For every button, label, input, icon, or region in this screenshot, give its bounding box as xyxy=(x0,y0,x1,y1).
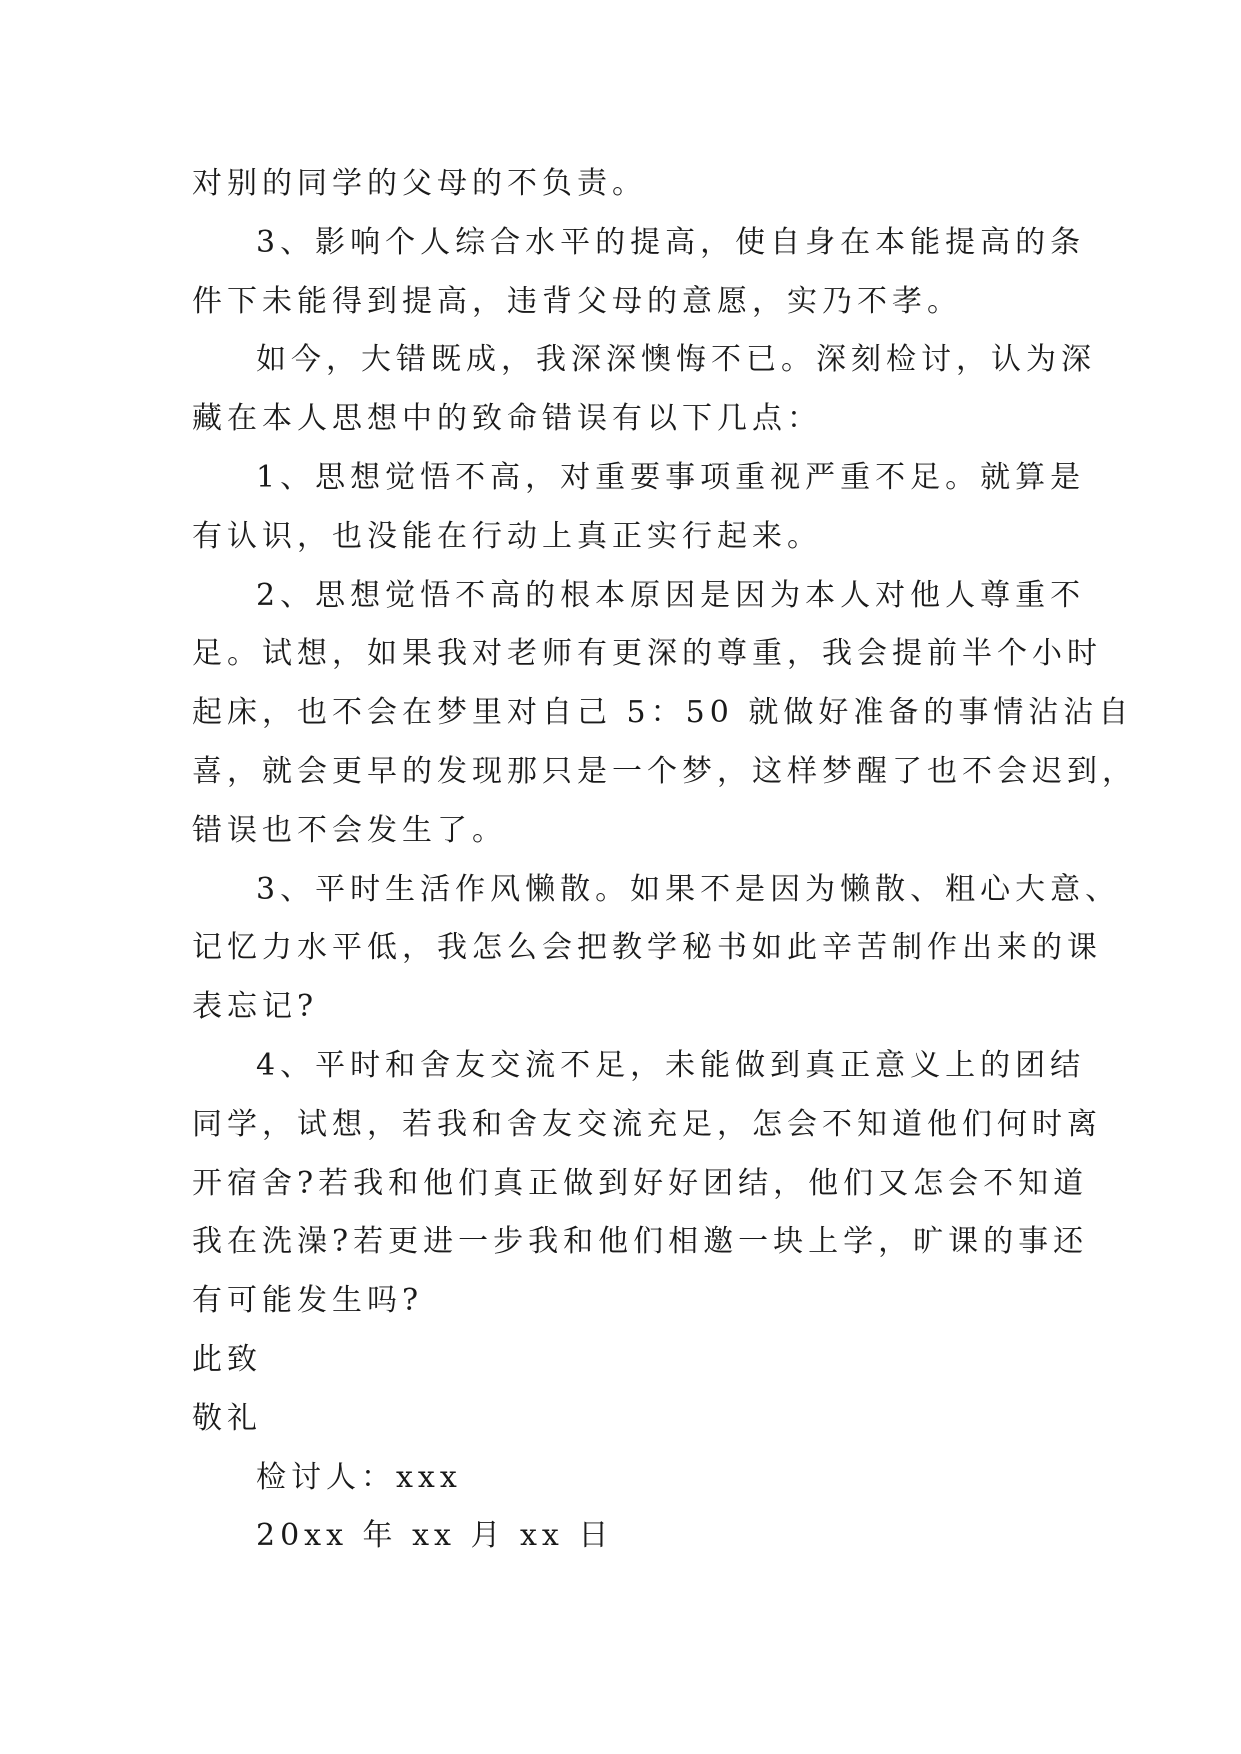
closing-salutation: 此致 xyxy=(192,1341,262,1377)
text-line: 开宿舍?若我和他们真正做到好好团结，他们又怎会不知道 xyxy=(192,1165,1089,1201)
text-line: 起床，也不会在梦里对自己 5：50 就做好准备的事情沾沾自 xyxy=(192,695,1134,731)
text-line: 3、平时生活作风懒散。如果不是因为懒散、粗心大意、 xyxy=(256,871,1121,907)
text-line: 同学，试想，若我和舍友交流充足，怎会不知道他们何时离 xyxy=(192,1106,1102,1142)
text-line: 有可能发生吗? xyxy=(192,1283,424,1319)
text-line: 喜，就会更早的发现那只是一个梦，这样梦醒了也不会迟到， xyxy=(192,753,1137,789)
text-line: 我在洗澡?若更进一步我和他们相邀一块上学，旷课的事还 xyxy=(192,1224,1089,1260)
document-body xyxy=(192,155,1137,1566)
closing-regards: 敬礼 xyxy=(192,1400,262,1436)
text-line: 件下未能得到提高，违背父母的意愿，实乃不孝。 xyxy=(192,283,962,319)
text-line: 3、影响个人综合水平的提高，使自身在本能提高的条 xyxy=(256,224,1086,260)
text-line: 2、思想觉悟不高的根本原因是因为本人对他人尊重不 xyxy=(256,577,1086,613)
text-line: 1、思想觉悟不高，对重要事项重视严重不足。就算是 xyxy=(256,459,1086,495)
text-line: 藏在本人思想中的致命错误有以下几点： xyxy=(192,401,822,437)
text-line: 对别的同学的父母的不负责。 xyxy=(192,166,647,201)
text-line: 错误也不会发生了。 xyxy=(192,812,507,848)
text-line: 记忆力水平低，我怎么会把教学秘书如此辛苦制作出来的课 xyxy=(192,930,1102,966)
signature-line: 检讨人：xxx xyxy=(256,1459,462,1495)
text-line: 如今，大错既成，我深深懊悔不已。深刻检讨，认为深 xyxy=(256,342,1096,378)
date-line: 20xx 年 xx 月 xx 日 xyxy=(256,1518,614,1554)
text-line: 有认识，也没能在行动上真正实行起来。 xyxy=(192,518,822,554)
text-line: 足。试想，如果我对老师有更深的尊重，我会提前半个小时 xyxy=(192,636,1102,672)
text-line: 表忘记? xyxy=(192,989,319,1025)
text-line: 4、平时和舍友交流不足，未能做到真正意义上的团结 xyxy=(256,1047,1086,1083)
